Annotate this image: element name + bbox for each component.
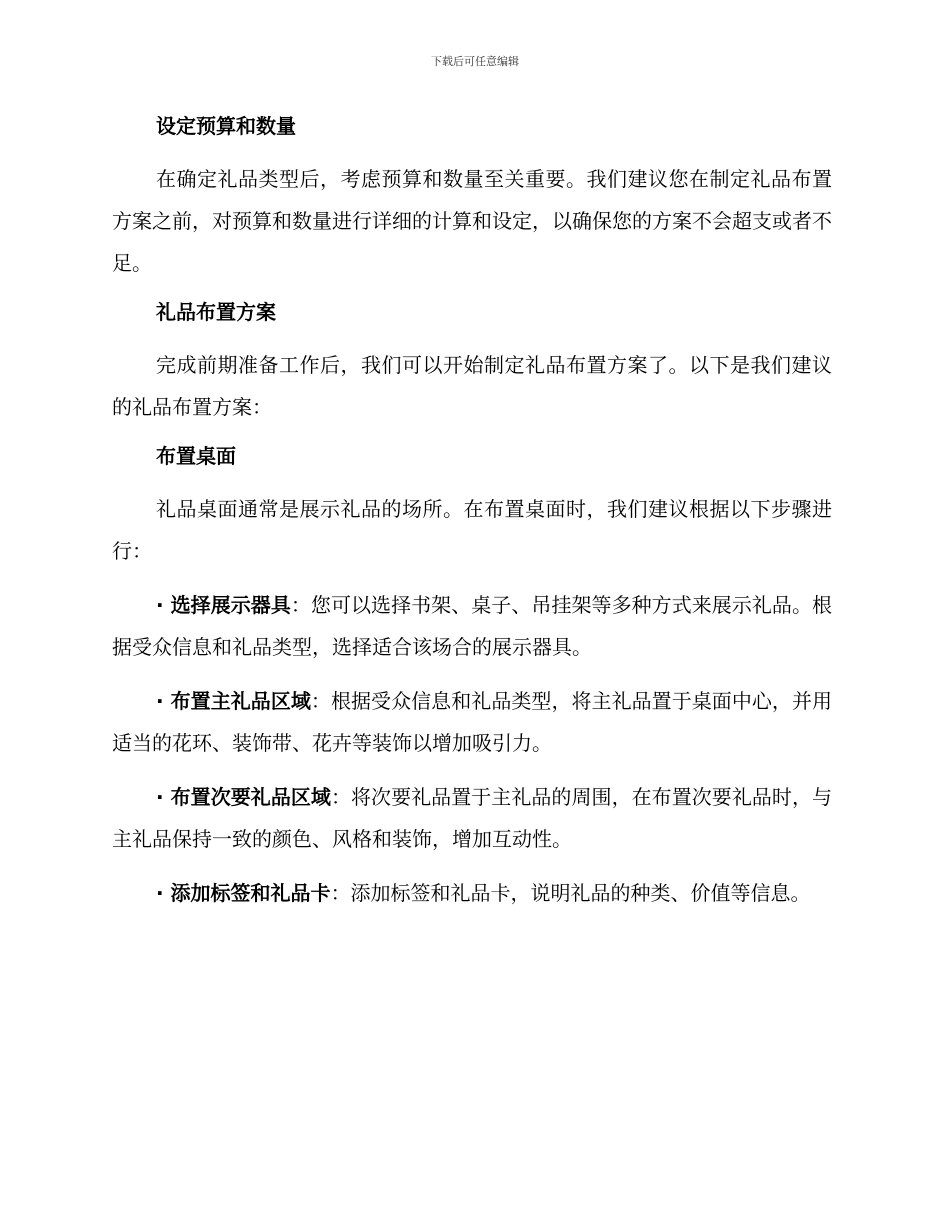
section-paragraph-table: 礼品桌面通常是展示礼品的场所。在布置桌面时，我们建议根据以下步骤进行： xyxy=(112,497,832,563)
bullet-item-main-area xyxy=(112,680,832,764)
section-paragraph-plan: 完成前期准备工作后，我们可以开始制定礼品布置方案了。以下是我们建议的礼品布置方案： xyxy=(112,353,832,419)
bullet-label: · 添加标签和礼品卡 xyxy=(156,881,331,905)
bullet-item-labels-cards xyxy=(112,872,832,914)
bullet-label: · 布置次要礼品区域 xyxy=(156,785,331,809)
section-heading-table: 布置桌面 xyxy=(156,444,236,468)
bullet-label: · 选择展示器具 xyxy=(156,593,291,617)
section-paragraph-budget: 在确定礼品类型后，考虑预算和数量至关重要。我们建议您在制定礼品布置方案之前，对预算和数量进行详细的计算和设定，以确保您的方案不会超支或者不足。 xyxy=(112,167,832,275)
bullet-text: ：根据受众信息和礼品类型，将主礼品置于桌面中心，并用适当的花环、装饰带、花卉等装饰以增加吸引力。 xyxy=(112,689,833,755)
bullet-text: ：您可以选择书架、桌子、吊挂架等多种方式来展示礼品。根据受众信息和礼品类型，选择适合该场合的展示器具。 xyxy=(112,593,833,659)
bullet-item-display xyxy=(112,584,832,668)
section-heading-plan: 礼品布置方案 xyxy=(156,300,276,324)
bullet-text: ：将次要礼品置于主礼品的周围，在布置次要礼品时，与主礼品保持一致的颜色、风格和装饰，增加互动性。 xyxy=(112,785,832,851)
bullet-label: · 布置主礼品区域 xyxy=(156,689,311,713)
bullet-text: ：添加标签和礼品卡，说明礼品的种类、价值等信息。 xyxy=(330,881,811,905)
document-body xyxy=(112,110,832,926)
section-heading-budget: 设定预算和数量 xyxy=(156,114,296,138)
bullet-item-secondary-area xyxy=(112,776,832,860)
page-header: 下载后可任意编辑 xyxy=(431,55,519,68)
